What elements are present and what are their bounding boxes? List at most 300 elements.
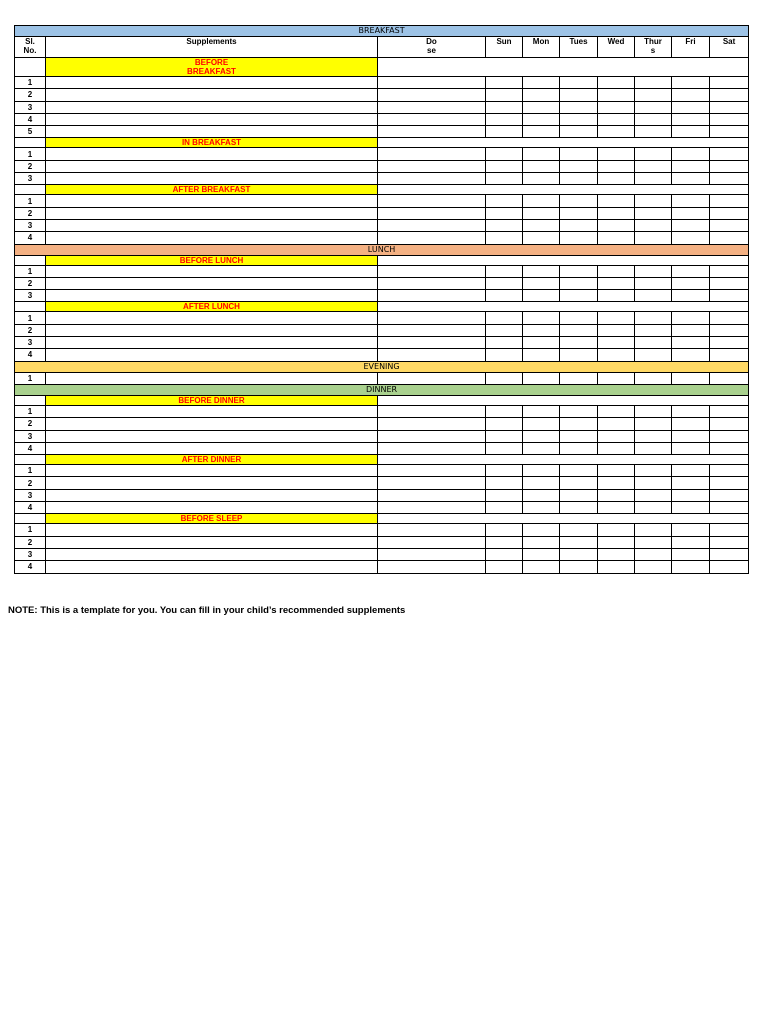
day-check-cell[interactable]: [560, 324, 598, 336]
day-check-cell[interactable]: [672, 89, 710, 101]
day-check-cell[interactable]: [523, 113, 560, 125]
day-check-cell[interactable]: [635, 561, 672, 573]
supplement-cell[interactable]: [46, 324, 378, 336]
day-check-cell[interactable]: [560, 372, 598, 384]
day-check-cell[interactable]: [523, 489, 560, 501]
day-check-cell[interactable]: [598, 148, 635, 160]
day-check-cell[interactable]: [486, 430, 523, 442]
table-row: [15, 312, 749, 324]
day-check-cell[interactable]: [635, 195, 672, 207]
day-check-cell[interactable]: [710, 207, 749, 219]
day-check-cell[interactable]: [598, 126, 635, 138]
day-check-cell[interactable]: [635, 324, 672, 336]
supplement-cell[interactable]: [46, 405, 378, 417]
supplement-cell[interactable]: [46, 502, 378, 514]
dose-cell[interactable]: [378, 312, 486, 324]
day-check-cell[interactable]: [710, 324, 749, 336]
day-check-cell[interactable]: [523, 430, 560, 442]
day-check-cell[interactable]: [523, 502, 560, 514]
day-check-cell[interactable]: [560, 101, 598, 113]
dose-cell[interactable]: [378, 290, 486, 302]
day-check-cell[interactable]: [710, 536, 749, 548]
day-check-cell[interactable]: [672, 349, 710, 361]
day-check-cell[interactable]: [710, 160, 749, 172]
day-check-cell[interactable]: [523, 536, 560, 548]
day-check-cell[interactable]: [598, 160, 635, 172]
day-check-cell[interactable]: [560, 195, 598, 207]
day-check-cell[interactable]: [560, 548, 598, 560]
dose-cell[interactable]: [378, 265, 486, 277]
dose-cell[interactable]: [378, 195, 486, 207]
day-check-cell[interactable]: [523, 277, 560, 289]
day-check-cell[interactable]: [598, 442, 635, 454]
supplement-cell[interactable]: [46, 372, 378, 384]
day-check-cell[interactable]: [523, 405, 560, 417]
day-check-cell[interactable]: [523, 477, 560, 489]
day-check-cell[interactable]: [598, 232, 635, 244]
day-check-cell[interactable]: [635, 173, 672, 185]
dose-cell[interactable]: [378, 405, 486, 417]
supplement-cell[interactable]: [46, 337, 378, 349]
day-check-cell[interactable]: [523, 524, 560, 536]
dose-cell[interactable]: [378, 524, 486, 536]
day-check-cell[interactable]: [635, 148, 672, 160]
day-check-cell[interactable]: [523, 148, 560, 160]
day-check-cell[interactable]: [598, 89, 635, 101]
day-check-cell[interactable]: [710, 561, 749, 573]
day-check-cell[interactable]: [560, 89, 598, 101]
dose-cell[interactable]: [378, 418, 486, 430]
dose-cell[interactable]: [378, 489, 486, 501]
day-check-cell[interactable]: [560, 265, 598, 277]
dose-cell[interactable]: [378, 207, 486, 219]
dose-cell[interactable]: [378, 349, 486, 361]
day-check-cell[interactable]: [710, 337, 749, 349]
day-check-cell[interactable]: [710, 548, 749, 560]
day-check-cell[interactable]: [672, 561, 710, 573]
day-check-cell[interactable]: [560, 290, 598, 302]
dose-cell[interactable]: [378, 101, 486, 113]
day-check-cell[interactable]: [560, 126, 598, 138]
day-check-cell[interactable]: [635, 101, 672, 113]
day-check-cell[interactable]: [598, 477, 635, 489]
meal-band-breakfast: BREAKFAST: [15, 26, 749, 37]
day-check-cell[interactable]: [710, 290, 749, 302]
supplement-cell[interactable]: [46, 77, 378, 89]
supplement-cell[interactable]: [46, 430, 378, 442]
table-row: [15, 405, 749, 417]
sub-section-row: [15, 302, 749, 312]
day-check-cell[interactable]: [486, 89, 523, 101]
day-check-cell[interactable]: [486, 160, 523, 172]
dose-cell[interactable]: [378, 173, 486, 185]
supplement-cell[interactable]: [46, 232, 378, 244]
day-check-cell[interactable]: [523, 219, 560, 231]
day-check-cell[interactable]: [710, 477, 749, 489]
dose-cell[interactable]: [378, 442, 486, 454]
day-check-cell[interactable]: [598, 524, 635, 536]
day-check-cell[interactable]: [486, 477, 523, 489]
supplement-cell[interactable]: [46, 207, 378, 219]
day-check-cell[interactable]: [672, 430, 710, 442]
day-check-cell[interactable]: [635, 207, 672, 219]
dose-cell[interactable]: [378, 548, 486, 560]
day-check-cell[interactable]: [486, 113, 523, 125]
day-check-cell[interactable]: [598, 195, 635, 207]
day-check-cell[interactable]: [523, 418, 560, 430]
day-check-cell[interactable]: [598, 113, 635, 125]
day-check-cell[interactable]: [672, 312, 710, 324]
day-check-cell[interactable]: [486, 173, 523, 185]
day-check-cell[interactable]: [560, 113, 598, 125]
supplement-cell[interactable]: [46, 548, 378, 560]
dose-cell[interactable]: [378, 77, 486, 89]
day-check-cell[interactable]: [560, 418, 598, 430]
dose-cell[interactable]: [378, 113, 486, 125]
day-check-cell[interactable]: [598, 324, 635, 336]
day-check-cell[interactable]: [523, 349, 560, 361]
supplement-cell[interactable]: [46, 290, 378, 302]
day-check-cell[interactable]: [672, 160, 710, 172]
day-check-cell[interactable]: [635, 232, 672, 244]
day-check-cell[interactable]: [598, 219, 635, 231]
supplement-cell[interactable]: [46, 148, 378, 160]
day-check-cell[interactable]: [486, 219, 523, 231]
supplement-cell[interactable]: [46, 126, 378, 138]
day-check-cell[interactable]: [523, 442, 560, 454]
day-check-cell[interactable]: [486, 195, 523, 207]
dose-cell[interactable]: [378, 561, 486, 573]
day-check-cell[interactable]: [560, 232, 598, 244]
day-check-cell[interactable]: [486, 349, 523, 361]
day-check-cell[interactable]: [710, 232, 749, 244]
day-check-cell[interactable]: [560, 430, 598, 442]
sub-blank-cell: [378, 255, 749, 265]
sub-blank-cell: [378, 514, 749, 524]
day-check-cell[interactable]: [598, 465, 635, 477]
dose-cell[interactable]: [378, 148, 486, 160]
day-check-cell[interactable]: [635, 89, 672, 101]
day-check-cell[interactable]: [486, 265, 523, 277]
day-check-cell[interactable]: [486, 524, 523, 536]
day-check-cell[interactable]: [560, 442, 598, 454]
day-check-cell[interactable]: [486, 502, 523, 514]
day-check-cell[interactable]: [710, 148, 749, 160]
table-row: [15, 101, 749, 113]
day-check-cell[interactable]: [635, 465, 672, 477]
day-check-cell[interactable]: [710, 312, 749, 324]
supplement-cell[interactable]: [46, 173, 378, 185]
day-check-cell[interactable]: [710, 465, 749, 477]
day-check-cell[interactable]: [710, 489, 749, 501]
dose-cell[interactable]: [378, 536, 486, 548]
day-check-cell[interactable]: [635, 524, 672, 536]
day-check-cell[interactable]: [486, 561, 523, 573]
day-check-cell[interactable]: [560, 160, 598, 172]
day-check-cell[interactable]: [560, 349, 598, 361]
day-check-cell[interactable]: [560, 477, 598, 489]
dose-cell[interactable]: [378, 89, 486, 101]
day-check-cell[interactable]: [672, 337, 710, 349]
day-check-cell[interactable]: [710, 89, 749, 101]
dose-cell[interactable]: [378, 502, 486, 514]
dose-cell[interactable]: [378, 126, 486, 138]
day-check-cell[interactable]: [523, 465, 560, 477]
day-check-cell[interactable]: [523, 561, 560, 573]
day-check-cell[interactable]: [672, 477, 710, 489]
day-check-cell[interactable]: [523, 548, 560, 560]
supplement-cell[interactable]: [46, 219, 378, 231]
day-check-cell[interactable]: [635, 77, 672, 89]
day-check-cell[interactable]: [560, 277, 598, 289]
day-check-cell[interactable]: [635, 548, 672, 560]
day-check-cell[interactable]: [598, 536, 635, 548]
day-check-cell[interactable]: [635, 489, 672, 501]
day-check-cell[interactable]: [598, 349, 635, 361]
day-check-cell[interactable]: [523, 126, 560, 138]
day-check-cell[interactable]: [486, 277, 523, 289]
supplement-cell[interactable]: [46, 561, 378, 573]
day-check-cell[interactable]: [672, 502, 710, 514]
dose-cell[interactable]: [378, 430, 486, 442]
supplement-cell[interactable]: [46, 265, 378, 277]
day-check-cell[interactable]: [672, 126, 710, 138]
supplement-cell[interactable]: [46, 442, 378, 454]
dose-cell[interactable]: [378, 337, 486, 349]
supplement-cell[interactable]: [46, 195, 378, 207]
day-check-cell[interactable]: [635, 160, 672, 172]
supplement-cell[interactable]: [46, 312, 378, 324]
day-check-cell[interactable]: [672, 277, 710, 289]
day-check-cell[interactable]: [710, 126, 749, 138]
day-check-cell[interactable]: [672, 148, 710, 160]
supplement-cell[interactable]: [46, 536, 378, 548]
day-check-cell[interactable]: [486, 405, 523, 417]
dose-cell[interactable]: [378, 324, 486, 336]
day-check-cell[interactable]: [598, 430, 635, 442]
supplement-cell[interactable]: [46, 113, 378, 125]
day-check-cell[interactable]: [486, 232, 523, 244]
day-check-cell[interactable]: [710, 277, 749, 289]
day-check-cell[interactable]: [523, 173, 560, 185]
day-check-cell[interactable]: [486, 312, 523, 324]
day-check-cell[interactable]: [523, 265, 560, 277]
day-check-cell[interactable]: [710, 372, 749, 384]
day-check-cell[interactable]: [672, 265, 710, 277]
day-check-cell[interactable]: [635, 277, 672, 289]
supplement-cell[interactable]: [46, 101, 378, 113]
day-check-cell[interactable]: [560, 465, 598, 477]
day-check-cell[interactable]: [672, 113, 710, 125]
day-check-cell[interactable]: [635, 477, 672, 489]
day-check-cell[interactable]: [672, 418, 710, 430]
dose-cell[interactable]: [378, 477, 486, 489]
day-check-cell[interactable]: [598, 101, 635, 113]
day-check-cell[interactable]: [560, 173, 598, 185]
day-check-cell[interactable]: [672, 548, 710, 560]
supplement-cell[interactable]: [46, 277, 378, 289]
supplement-cell[interactable]: [46, 477, 378, 489]
day-check-cell[interactable]: [486, 324, 523, 336]
day-check-cell[interactable]: [560, 405, 598, 417]
day-check-cell[interactable]: [672, 290, 710, 302]
day-check-cell[interactable]: [523, 372, 560, 384]
day-check-cell[interactable]: [560, 536, 598, 548]
day-check-cell[interactable]: [560, 561, 598, 573]
day-check-cell[interactable]: [672, 524, 710, 536]
day-check-cell[interactable]: [598, 337, 635, 349]
day-check-cell[interactable]: [710, 265, 749, 277]
day-check-cell[interactable]: [710, 502, 749, 514]
sub-blank-cell: [378, 395, 749, 405]
dose-cell[interactable]: [378, 160, 486, 172]
day-check-cell[interactable]: [523, 89, 560, 101]
day-check-cell[interactable]: [486, 126, 523, 138]
day-check-cell[interactable]: [635, 265, 672, 277]
sub-blank-cell: [15, 138, 46, 148]
dose-cell[interactable]: [378, 219, 486, 231]
day-check-cell[interactable]: [635, 219, 672, 231]
dose-cell[interactable]: [378, 465, 486, 477]
day-check-cell[interactable]: [486, 77, 523, 89]
day-check-cell[interactable]: [635, 113, 672, 125]
day-check-cell[interactable]: [710, 219, 749, 231]
day-check-cell[interactable]: [710, 524, 749, 536]
day-check-cell[interactable]: [635, 337, 672, 349]
day-check-cell[interactable]: [598, 277, 635, 289]
day-check-cell[interactable]: [598, 405, 635, 417]
day-check-cell[interactable]: [672, 232, 710, 244]
day-check-cell[interactable]: [523, 195, 560, 207]
day-check-cell[interactable]: [672, 465, 710, 477]
day-check-cell[interactable]: [523, 207, 560, 219]
day-check-cell[interactable]: [635, 536, 672, 548]
day-check-cell[interactable]: [598, 173, 635, 185]
supplement-cell[interactable]: [46, 89, 378, 101]
day-check-cell[interactable]: [710, 195, 749, 207]
sl-no-cell: 4: [15, 113, 46, 125]
day-check-cell[interactable]: [635, 418, 672, 430]
day-check-cell[interactable]: [598, 372, 635, 384]
day-check-cell[interactable]: [523, 160, 560, 172]
day-check-cell[interactable]: [486, 337, 523, 349]
day-check-cell[interactable]: [486, 207, 523, 219]
day-check-cell[interactable]: [672, 207, 710, 219]
day-check-cell[interactable]: [598, 265, 635, 277]
day-check-cell[interactable]: [710, 442, 749, 454]
day-check-cell[interactable]: [560, 502, 598, 514]
day-check-cell[interactable]: [598, 548, 635, 560]
day-check-cell[interactable]: [710, 173, 749, 185]
day-check-cell[interactable]: [635, 372, 672, 384]
day-check-cell[interactable]: [672, 372, 710, 384]
day-check-cell[interactable]: [486, 290, 523, 302]
day-check-cell[interactable]: [486, 536, 523, 548]
day-check-cell[interactable]: [560, 207, 598, 219]
day-check-cell[interactable]: [672, 77, 710, 89]
day-check-cell[interactable]: [486, 548, 523, 560]
day-check-cell[interactable]: [560, 312, 598, 324]
day-check-cell[interactable]: [635, 126, 672, 138]
day-check-cell[interactable]: [598, 418, 635, 430]
day-check-cell[interactable]: [523, 337, 560, 349]
day-check-cell[interactable]: [523, 324, 560, 336]
day-check-cell[interactable]: [486, 148, 523, 160]
day-check-cell[interactable]: [672, 219, 710, 231]
day-check-cell[interactable]: [598, 290, 635, 302]
day-check-cell[interactable]: [710, 113, 749, 125]
supplement-cell[interactable]: [46, 465, 378, 477]
day-check-cell[interactable]: [598, 77, 635, 89]
day-check-cell[interactable]: [523, 312, 560, 324]
day-check-cell[interactable]: [710, 405, 749, 417]
day-check-cell[interactable]: [560, 524, 598, 536]
day-check-cell[interactable]: [598, 561, 635, 573]
day-check-cell[interactable]: [635, 312, 672, 324]
day-check-cell[interactable]: [598, 312, 635, 324]
day-check-cell[interactable]: [598, 207, 635, 219]
day-check-cell[interactable]: [672, 173, 710, 185]
day-check-cell[interactable]: [710, 349, 749, 361]
day-check-cell[interactable]: [486, 489, 523, 501]
day-check-cell[interactable]: [560, 148, 598, 160]
day-check-cell[interactable]: [523, 290, 560, 302]
sl-no-cell: 4: [15, 349, 46, 361]
day-check-cell[interactable]: [672, 101, 710, 113]
day-check-cell[interactable]: [486, 418, 523, 430]
day-check-cell[interactable]: [635, 405, 672, 417]
day-check-cell[interactable]: [523, 77, 560, 89]
day-check-cell[interactable]: [672, 405, 710, 417]
day-check-cell[interactable]: [486, 101, 523, 113]
table-row: [15, 442, 749, 454]
supplement-cell[interactable]: [46, 349, 378, 361]
day-check-cell[interactable]: [710, 418, 749, 430]
dose-cell[interactable]: [378, 372, 486, 384]
day-check-cell[interactable]: [635, 290, 672, 302]
day-check-cell[interactable]: [560, 219, 598, 231]
day-check-cell[interactable]: [672, 195, 710, 207]
day-check-cell[interactable]: [598, 502, 635, 514]
day-check-cell[interactable]: [523, 232, 560, 244]
dose-cell[interactable]: [378, 277, 486, 289]
day-check-cell[interactable]: [486, 442, 523, 454]
day-check-cell[interactable]: [523, 101, 560, 113]
day-check-cell[interactable]: [560, 337, 598, 349]
day-check-cell[interactable]: [486, 465, 523, 477]
day-check-cell[interactable]: [635, 349, 672, 361]
day-check-cell[interactable]: [672, 489, 710, 501]
day-check-cell[interactable]: [635, 442, 672, 454]
day-check-cell[interactable]: [710, 430, 749, 442]
day-check-cell[interactable]: [635, 430, 672, 442]
day-check-cell[interactable]: [560, 489, 598, 501]
supplement-cell[interactable]: [46, 524, 378, 536]
day-check-cell[interactable]: [486, 372, 523, 384]
day-check-cell[interactable]: [672, 324, 710, 336]
day-check-cell[interactable]: [672, 442, 710, 454]
supplement-cell[interactable]: [46, 160, 378, 172]
day-check-cell[interactable]: [635, 502, 672, 514]
day-check-cell[interactable]: [560, 77, 598, 89]
dose-cell[interactable]: [378, 232, 486, 244]
supplement-cell[interactable]: [46, 418, 378, 430]
day-check-cell[interactable]: [710, 101, 749, 113]
supplement-cell[interactable]: [46, 489, 378, 501]
day-check-cell[interactable]: [672, 536, 710, 548]
day-check-cell[interactable]: [710, 77, 749, 89]
day-check-cell[interactable]: [598, 489, 635, 501]
